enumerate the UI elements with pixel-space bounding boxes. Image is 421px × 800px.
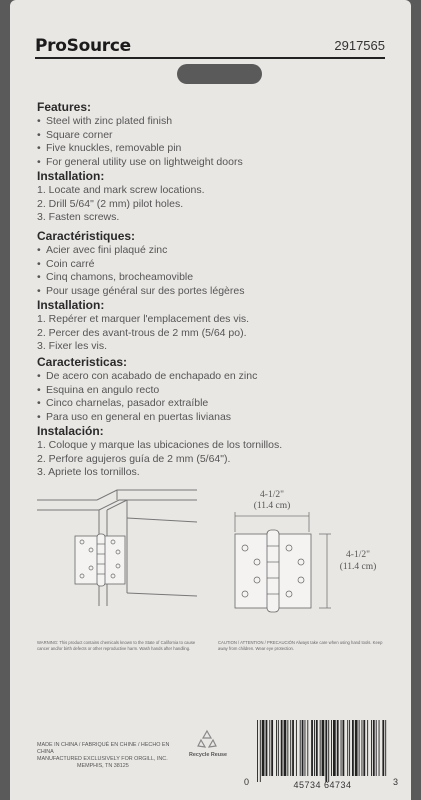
barcode-bar: [305, 720, 306, 776]
barcode-bar: [362, 720, 363, 776]
list-item: 2. Drill 5/64" (2 mm) pilot holes.: [37, 197, 184, 210]
barcode-bar: [367, 720, 368, 776]
list-item: • De acero con acabado de enchapado en zinc: [37, 370, 282, 384]
barcode-bar: [316, 720, 318, 776]
list-item: • Pour usage général sur des portes légères: [37, 285, 249, 299]
french-section: [37, 229, 249, 354]
warning-text-left: WARNING: This product contains chemicals known to the State of California to cause cancer and/or birth defects or other reproductive harm. Wash hands after handling.: [37, 640, 196, 651]
installation-heading: Installation:: [37, 169, 105, 183]
barcode-bar: [260, 720, 261, 782]
barcode-bar: [349, 720, 350, 776]
barcode-bar: [359, 720, 360, 776]
list-item: 3. Fasten screws.: [37, 211, 120, 223]
barcode-bar: [379, 720, 380, 776]
list-item: 2. Percer des avant-trous de 2 mm (5/64 po).: [37, 326, 247, 339]
recycle-label: Recycle Reuse: [188, 752, 228, 758]
barcode-bar: [307, 720, 308, 776]
barcode-bar: [331, 720, 332, 776]
barcode-bar: [343, 720, 345, 776]
hinge-drawing: [223, 490, 393, 625]
height-metric-label: (11.4 cm): [339, 562, 377, 572]
spanish-section: [37, 355, 282, 480]
barcode-bar: [276, 720, 277, 776]
features-list: [37, 244, 249, 298]
barcode-bar: [328, 720, 329, 782]
made-in-text: MADE IN CHINA / FABRIQUÉ EN CHINE / HECHO EN CHINA: [37, 742, 170, 755]
height-label: 4-1/2": [346, 550, 370, 560]
english-section: [37, 100, 243, 225]
list-item: 1. Locate and mark screw locations.: [37, 184, 205, 196]
barcode-bar: [333, 720, 336, 776]
barcode-bar: [382, 720, 384, 776]
barcode-digit-left: 0: [244, 777, 250, 787]
list-item: • Coin carré: [37, 258, 249, 272]
list-item: • Cinco charnelas, pasador extraíble: [37, 397, 282, 411]
barcode-bar: [337, 720, 339, 776]
list-item: • Acier avec fini plaqué zinc: [37, 244, 249, 258]
list-item: • For general utility use on lightweight doors: [37, 156, 243, 170]
barcode-bar: [266, 720, 268, 776]
barcode-bar: [373, 720, 375, 776]
barcode-bar: [271, 720, 273, 776]
list-item: • Para uso en general en puertas livianas: [37, 411, 282, 425]
barcode-bar: [320, 720, 321, 776]
door-hinge-illustration: [37, 488, 197, 606]
barcode-bar: [347, 720, 348, 776]
barcode-bar: [284, 720, 287, 776]
barcode-bar: [262, 720, 265, 776]
list-item: 3. Apriete los tornillos.: [37, 466, 140, 478]
features-heading: Caracteristicas:: [37, 355, 128, 369]
barcode-bar: [371, 720, 372, 776]
list-item: • Steel with zinc plated finish: [37, 115, 243, 129]
barcode-bar: [290, 720, 291, 776]
barcode-bar: [341, 720, 342, 776]
installation-heading: Instalación:: [37, 424, 104, 438]
city-text: MEMPHIS, TN 38125: [77, 763, 129, 769]
list-item: • Five knuckles, removable pin: [37, 142, 243, 156]
barcode-number: 45734 64734: [293, 780, 352, 790]
barcode-bar: [302, 720, 304, 776]
manufactured-for-text: MANUFACTURED EXCLUSIVELY FOR ORGILL, INC.: [37, 756, 168, 762]
barcode-bar: [269, 720, 270, 776]
barcode-digit-right: 3: [393, 777, 399, 787]
list-item: • Esquina en angulo recto: [37, 384, 282, 398]
barcode-bar: [281, 720, 283, 776]
features-heading: Features:: [37, 100, 92, 114]
barcode-bar: [278, 720, 279, 776]
barcode-bar: [314, 720, 315, 776]
hinge-dimension-diagram: [223, 490, 393, 625]
barcode-bar: [287, 720, 288, 776]
barcode-bar: [292, 720, 294, 776]
width-metric-label: (11.4 cm): [253, 501, 291, 511]
list-item: 1. Coloque y marque las ubicaciones de los tornillos.: [37, 439, 283, 451]
recycle-icon: [196, 728, 218, 750]
installation-steps: [37, 184, 243, 225]
barcode-bar: [355, 720, 358, 776]
installation-heading: Installation:: [37, 298, 105, 312]
features-list: [37, 115, 243, 169]
barcode-bar: [296, 720, 297, 776]
installation-steps: [37, 439, 282, 480]
sku-number: 2917565: [334, 38, 385, 53]
list-item: 3. Fixer les vis.: [37, 340, 108, 352]
features-list: [37, 370, 282, 424]
list-item: • Cinq chamons, brocheamovible: [37, 271, 249, 285]
installation-steps: [37, 313, 249, 354]
barcode-bar: [322, 720, 325, 776]
barcode-bar: [300, 720, 301, 776]
barcode-bar: [352, 720, 354, 776]
brand-logo: ProSource: [35, 36, 131, 56]
hang-hole: [177, 64, 262, 84]
list-item: • Square corner: [37, 129, 243, 143]
barcode-bar: [325, 720, 327, 782]
barcode-bar: [257, 720, 258, 782]
warning-text-right: CAUTION / ATTENTION / PRECAUCIÓN Always take care when using hand tools. Keep away from children. Wear eye protection.: [218, 640, 383, 651]
list-item: 2. Perfore agujeros guía de 2 mm (5/64").: [37, 452, 231, 465]
barcode-bar: [376, 720, 377, 776]
features-heading: Caractéristiques:: [37, 229, 136, 243]
list-item: 1. Repérer et marquer l'emplacement des vis.: [37, 313, 250, 325]
brand-divider: [35, 57, 385, 59]
barcode-bar: [311, 720, 313, 776]
manufacturer-info: [37, 742, 177, 770]
barcode-bar: [385, 720, 386, 776]
barcode: [255, 720, 390, 782]
width-label: 4-1/2": [260, 490, 284, 500]
barcode-bar: [363, 720, 365, 776]
